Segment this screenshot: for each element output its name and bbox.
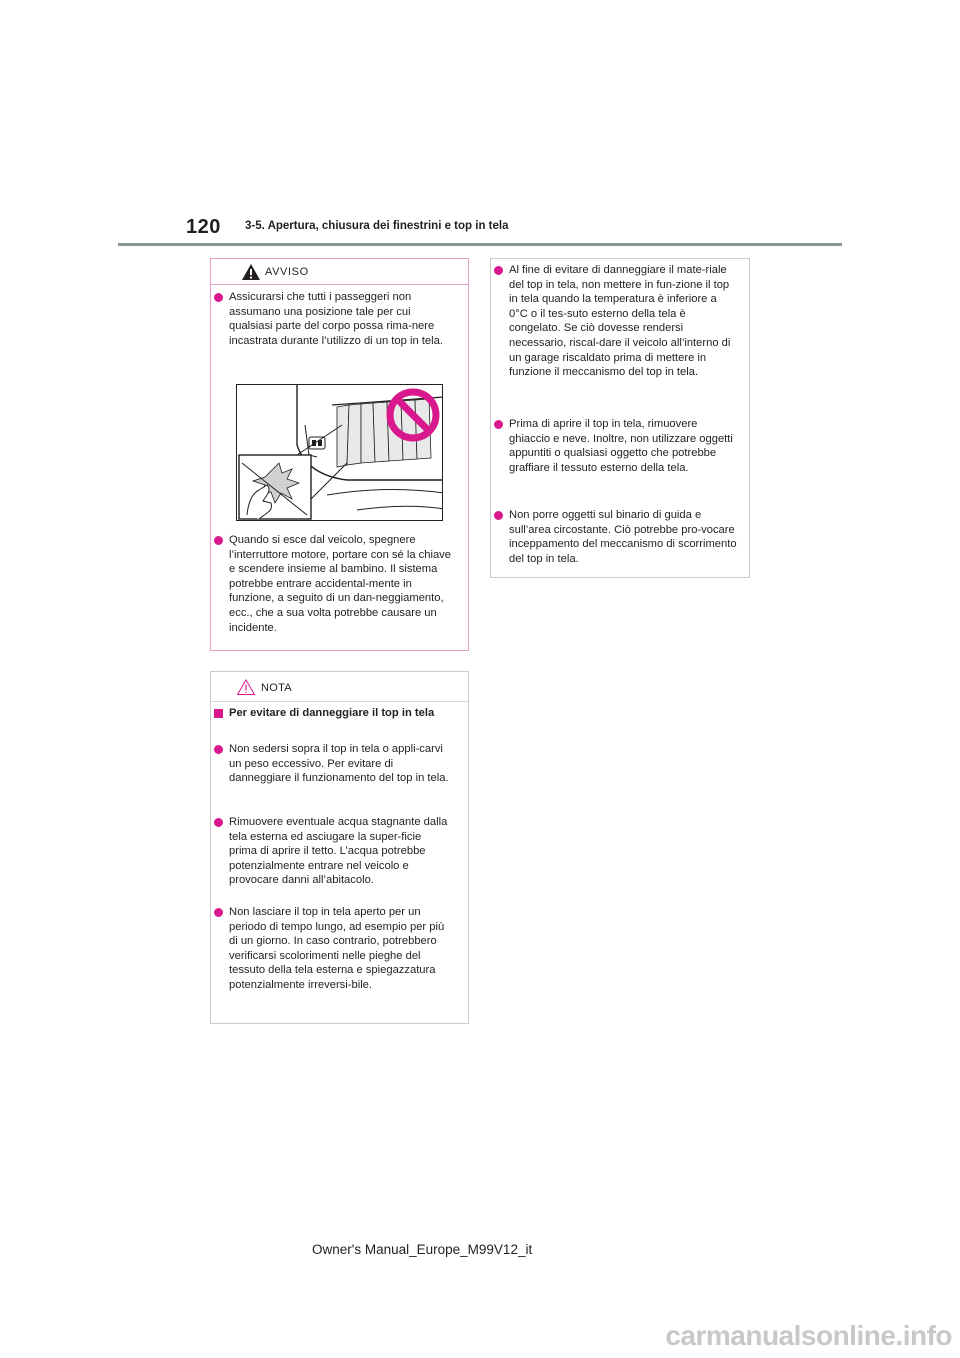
warning-icon	[242, 264, 260, 280]
watermark: carmanualsonline.info	[665, 1320, 952, 1351]
note-label: NOTA	[261, 682, 292, 694]
right-item-2	[492, 417, 738, 475]
warning-item-2	[212, 533, 452, 635]
warning-item-text: Assicurarsi che tutti i passeggeri non assumano una posizione tale per cui qualsiasi parte del corpo possa rima-nere incastrata durante l’utilizzo di un top in tela.	[229, 291, 443, 347]
right-item-3	[492, 508, 738, 566]
illustration-sunroof-pinch	[236, 384, 443, 521]
right-item-text: Non porre oggetti sul binario di guida e sull’area circostante. Ciò potrebbe pro-vocare inceppamento del meccanismo di scorrimento del top in tela.	[509, 509, 737, 565]
section-title: 3-5. Apertura, chiusura dei finestrini e top in tela	[245, 220, 509, 232]
footer-text: Owner's Manual_Europe_M99V12_it	[312, 1242, 533, 1257]
bullet-icon	[494, 266, 503, 275]
pinch-hazard-illustration	[237, 385, 443, 521]
bullet-icon	[494, 420, 503, 429]
square-bullet-icon	[214, 709, 223, 718]
right-item-text: Prima di aprire il top in tela, rimuovere ghiaccio e neve. Inoltre, non utilizzare oggetti appuntiti o qualsiasi oggetto che potrebbe graffiare il tessuto esterno della tela.	[509, 418, 733, 474]
warning-item-text: Quando si esce dal veicolo, spegnere l’interruttore motore, portare con sé la chiave e scendere insieme al bambino. Il sistema potrebbe entrare accidental-mente in funzione, a seguito di un dan-neggiamento, ecc., che a sua volta potrebbe causare un incidente.	[229, 534, 451, 634]
bullet-icon	[214, 818, 223, 827]
right-item-1	[492, 263, 738, 380]
note-item-1	[212, 742, 452, 786]
right-item-text: Al fine di evitare di danneggiare il mate-riale del top in tela, non mettere in fun-zione il top in tela quando la temperatura è inferiore a 0°C o il tes-suto esterno della tela è congelato. Se ciò dovesse rendersi necessario, riscal-dare il veicolo all’interno di un garage riscaldato prima di mettere in funzione il meccanismo del top in tela.	[509, 264, 731, 379]
note-item-3	[212, 905, 452, 993]
warning-item-1	[212, 290, 452, 348]
note-item-text: Rimuovere eventuale acqua stagnante dalla tela esterna ed asciugare la super-ficie prima di aprire il tetto. L’acqua potrebbe potenzialmente entrare nel veicolo e provocare danni all’abitacolo.	[229, 816, 448, 887]
warning-header	[211, 259, 468, 285]
caution-icon	[237, 679, 255, 695]
note-item-text: Non lasciare il top in tela aperto per un periodo di tempo lungo, ad esempio per più di un giorno. In caso contrario, potrebbero verificarsi scolorimenti nelle pieghe del tessuto della tela esterna e spiegazzatura potenzialmente irreversi-bile.	[229, 906, 445, 991]
bullet-icon	[214, 908, 223, 917]
page-number: 120	[186, 216, 221, 238]
note-item-text: Non sedersi sopra il top in tela o appli-carvi un peso eccessivo. Per evitare di danneggiare il funzionamento del top in tela.	[229, 743, 449, 785]
note-item-2	[212, 815, 452, 888]
note-heading	[212, 706, 452, 721]
bullet-icon	[214, 293, 223, 302]
bullet-icon	[494, 511, 503, 520]
header-rule	[118, 243, 842, 246]
note-header	[211, 672, 468, 702]
note-heading-text: Per evitare di danneggiare il top in tela	[229, 707, 435, 719]
bullet-icon	[214, 536, 223, 545]
warning-label: AVVISO	[265, 266, 309, 278]
bullet-icon	[214, 745, 223, 754]
